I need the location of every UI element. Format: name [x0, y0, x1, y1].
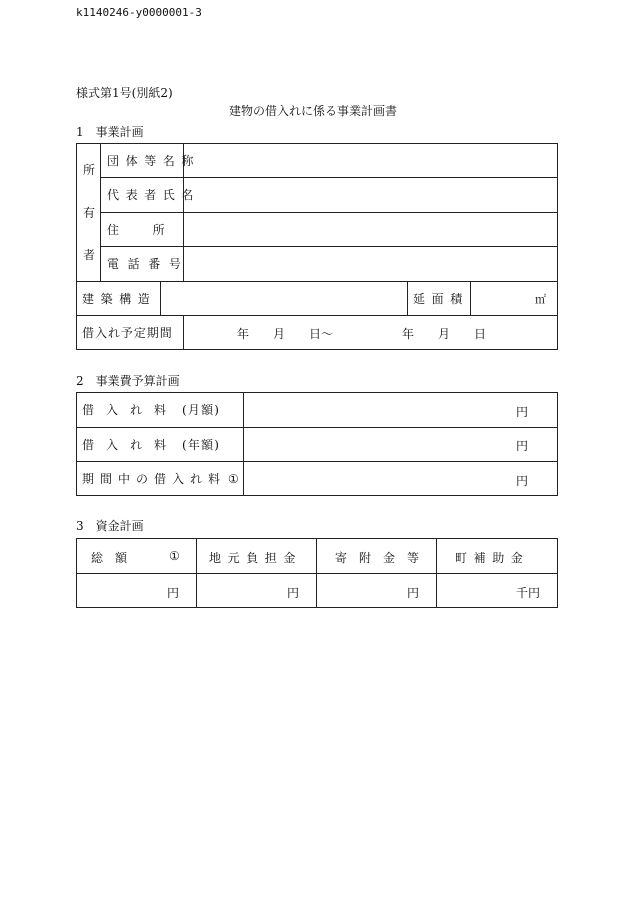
floor-area-unit: ㎡ — [535, 293, 546, 306]
owner-row-label: 団体等名称 — [107, 153, 201, 168]
unit-yen: 円 — [516, 405, 529, 419]
address-field[interactable] — [184, 213, 557, 246]
section2-heading: 2 事業費予算計画 — [76, 374, 180, 388]
budget-row-sub: (年額) — [182, 437, 221, 452]
monthly-rent-field[interactable] — [244, 393, 557, 427]
document-id: k1140246-y0000001-3 — [76, 6, 202, 19]
owner-row-label: 住 所 — [107, 222, 176, 237]
owner-row-label: 電 話 番 号 — [107, 257, 184, 271]
budget-row-label — [82, 461, 239, 496]
page-title: 建物の借入れに係る事業計画書 — [229, 104, 398, 118]
unit-yen: 円 — [516, 439, 529, 453]
unit-yen: 円 — [516, 474, 529, 488]
funding-header-subsidy: 町補助金 — [455, 551, 530, 565]
section3-heading: 3 資金計画 — [76, 519, 144, 533]
section1-heading: 1 事業計画 — [76, 125, 144, 139]
structure-label: 建築構造 — [82, 291, 157, 306]
floor-area-label: 延面積 — [413, 291, 469, 306]
owner-label-char: 有 — [83, 206, 96, 220]
period-rent-field[interactable] — [244, 462, 557, 496]
owner-label-char: 所 — [83, 163, 96, 177]
period-day-end: 日 — [474, 327, 487, 341]
budget-row-label — [82, 392, 220, 427]
period-day-start: 日〜 — [309, 327, 334, 341]
divider — [407, 281, 408, 315]
unit-yen: 円 — [287, 586, 300, 600]
owner-row-label: 代表者氏名 — [107, 188, 201, 202]
owner-label-char: 者 — [83, 248, 96, 262]
budget-row-label-text: 期間中の借入れ料 — [82, 472, 227, 486]
period-month-start: 月 — [273, 327, 286, 341]
period-year-start: 年 — [237, 327, 250, 341]
funding-header-local: 地元負担金 — [209, 551, 303, 565]
divider — [183, 315, 184, 350]
funding-header-total: 総額 — [91, 551, 140, 565]
budget-row-label — [82, 427, 220, 461]
funding-header-donation: 寄附金等 — [335, 551, 432, 565]
unit-yen: 円 — [407, 586, 420, 600]
budget-row-sub: ① — [228, 471, 239, 486]
annual-rent-field[interactable] — [244, 428, 557, 461]
period-year-end: 年 — [402, 327, 415, 341]
form-label: 様式第1号(別紙2) — [76, 86, 173, 100]
budget-row-label-text: 借入れ料 — [82, 403, 179, 417]
funding-header-marker: ① — [169, 549, 180, 563]
unit-yen: 円 — [167, 586, 180, 600]
budget-row-label-text: 借入れ料 — [82, 437, 179, 452]
period-month-end: 月 — [438, 327, 451, 341]
structure-field[interactable] — [161, 282, 407, 315]
representative-name-field[interactable] — [184, 178, 557, 212]
budget-row-sub: (月額) — [182, 403, 221, 417]
unit-thousand-yen: 千円 — [516, 586, 541, 600]
organization-name-field[interactable] — [184, 144, 557, 177]
period-label: 借入れ予定期間 — [82, 326, 173, 340]
phone-field[interactable] — [184, 247, 557, 281]
